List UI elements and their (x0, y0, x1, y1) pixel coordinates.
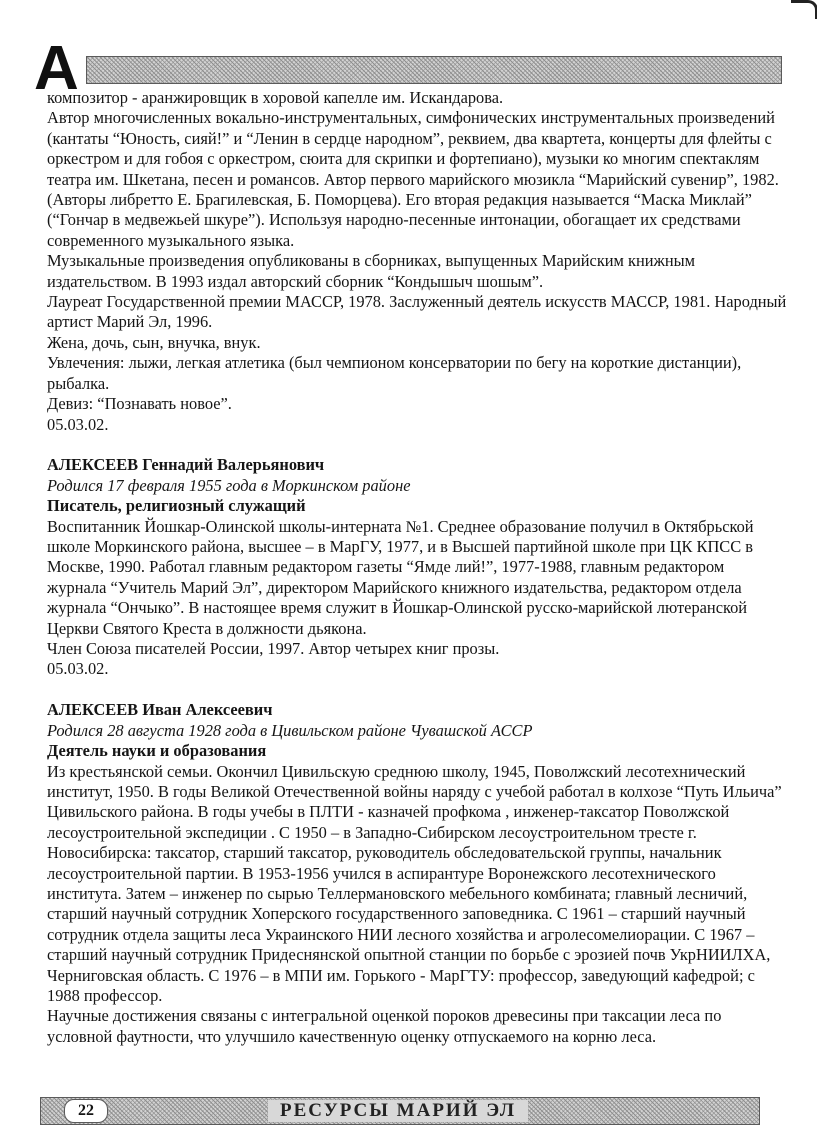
page-content (47, 88, 787, 1047)
entry-text: Увлечения: лыжи, легкая атлетика (был чемпионом консерватории по бегу на короткие дистанции), рыбалка. (47, 353, 742, 393)
page-corner-mark (791, 0, 817, 19)
entry-text: Лауреат Государственной премии МАССР, 1978. Заслуженный деятель искусств МАССР, 1981. Народный артист Марий Эл, 1996. (47, 292, 787, 332)
entry-name: АЛЕКСЕЕВ Иван Алексеевич (47, 700, 273, 720)
footer-title: РЕСУРСЫ МАРИЙ ЭЛ (268, 1100, 528, 1122)
biography-entry (47, 455, 787, 679)
entry-text: композитор - аранжировщик в хоровой капелле им. Искандарова. (47, 88, 504, 107)
entry-text: Из крестьянской семьи. Окончил Цивильскую среднюю школу, 1945, Поволжский лесотехнический институт, 1950. В годы Великой Отечественной войны наряду с учебой работал в колхозе “Путь Ильича” Цивильского района. В годы учебы в ПЛТИ - казначей профкома , инженер-таксатор Поволжской лесоустроительной экспедиции . С 1950 – в Западно-Сибирском лесоустроительном тресте г. Новосибирска: таксатор, старший таксатор, руководитель обследовательской группы, начальник лесоустроительной партии. В 1953-1956 учился в аспирантуре Воронежского лесотехнического института. Затем – инженер по сырью Теллермановского мебельного комбината; главный лесничий, старший научный сотрудник Хоперского государственного заповедника. С 1961 – старший научный сотрудник отдела защиты леса Украинского НИИ лесного хозяйства и агролесомелиорации. С 1967 – старший научный сотрудник Придеснянской опытной станции по борьбе с эрозией почв УкрНИИЛХА, Черниговская область. С 1976 – в МПИ им. Горького - МарГТУ: профессор, заведующий кафедрой; с 1988 профессор. (47, 761, 782, 1006)
entry-continuation (47, 88, 787, 435)
entry-text: Автор многочисленных вокально-инструментальных, симфонических инструментальных произведений (кантаты “Юность, сияй!” и “Ленин в сердце народном”, реквием, два квартета, концерты для флейты с оркестром и для гобоя с оркестром, сюита для скрипки и фортепиано), музыки ко многим спектаклям театра им. Шкетана, песен и романсов. Автор первого марийского мюзикла “Марийский сувенир”, 1982. (Авторы либретто Е. Брагилевская, Б. Поморцева). Его вторая редакция называется “Маска Миклай” (“Гончар в медвежьей шкуре”). Используя народно-песенные интонации, обогащает их средствами современного музыкального языка. (47, 108, 779, 250)
entry-date: 05.03.02. (47, 414, 109, 434)
biography-entry (47, 700, 787, 1047)
page-number: 22 (64, 1099, 108, 1123)
entry-text: Музыкальные произведения опубликованы в сборниках, выпущенных Марийским книжным издательством. В 1993 издал авторский сборник “Кондышыч шошым”. (47, 251, 696, 291)
entry-role: Писатель, религиозный служащий (47, 496, 306, 516)
entry-text: Научные достижения связаны с интегральной оценкой пороков древесины при таксации леса по условной фаутности, что улучшило качественную оценку отпускаемого на корню леса. (47, 1006, 722, 1046)
entry-text: Девиз: “Познавать новое”. (47, 394, 232, 414)
entry-text: Воспитанник Йошкар-Олинской школы-интерната №1. Среднее образование получил в Октябрьской школе Моркинского района, высшее – в МарГУ, 1977, и в Высшей партийной школе при ЦК КПСС в Москве, 1990. Работал главным редактором газеты “Ямде лий!”, 1977-1988, главным редактором журнала “Учитель Марий Эл”, директором Марийского книжного издательства, редактором отдела журнала “Ончыко”. В настоящее время служит в Йошкар-Олинской русско-марийской лютеранской Церкви Святого Креста в должности дьякона. (47, 516, 754, 638)
entry-date: 05.03.02. (47, 659, 109, 679)
entry-birth: Родился 17 февраля 1955 года в Моркинском районе (47, 475, 411, 495)
entry-name: АЛЕКСЕЕВ Геннадий Валерьянович (47, 455, 325, 475)
entry-text: Жена, дочь, сын, внучка, внук. (47, 332, 261, 352)
entry-birth: Родился 28 августа 1928 года в Цивильском районе Чувашской АССР (47, 720, 533, 740)
section-letter: А (34, 34, 79, 103)
entry-text: Член Союза писателей России, 1997. Автор четырех книг прозы. (47, 639, 500, 659)
header-band (86, 56, 782, 84)
entry-role: Деятель науки и образования (47, 741, 267, 761)
